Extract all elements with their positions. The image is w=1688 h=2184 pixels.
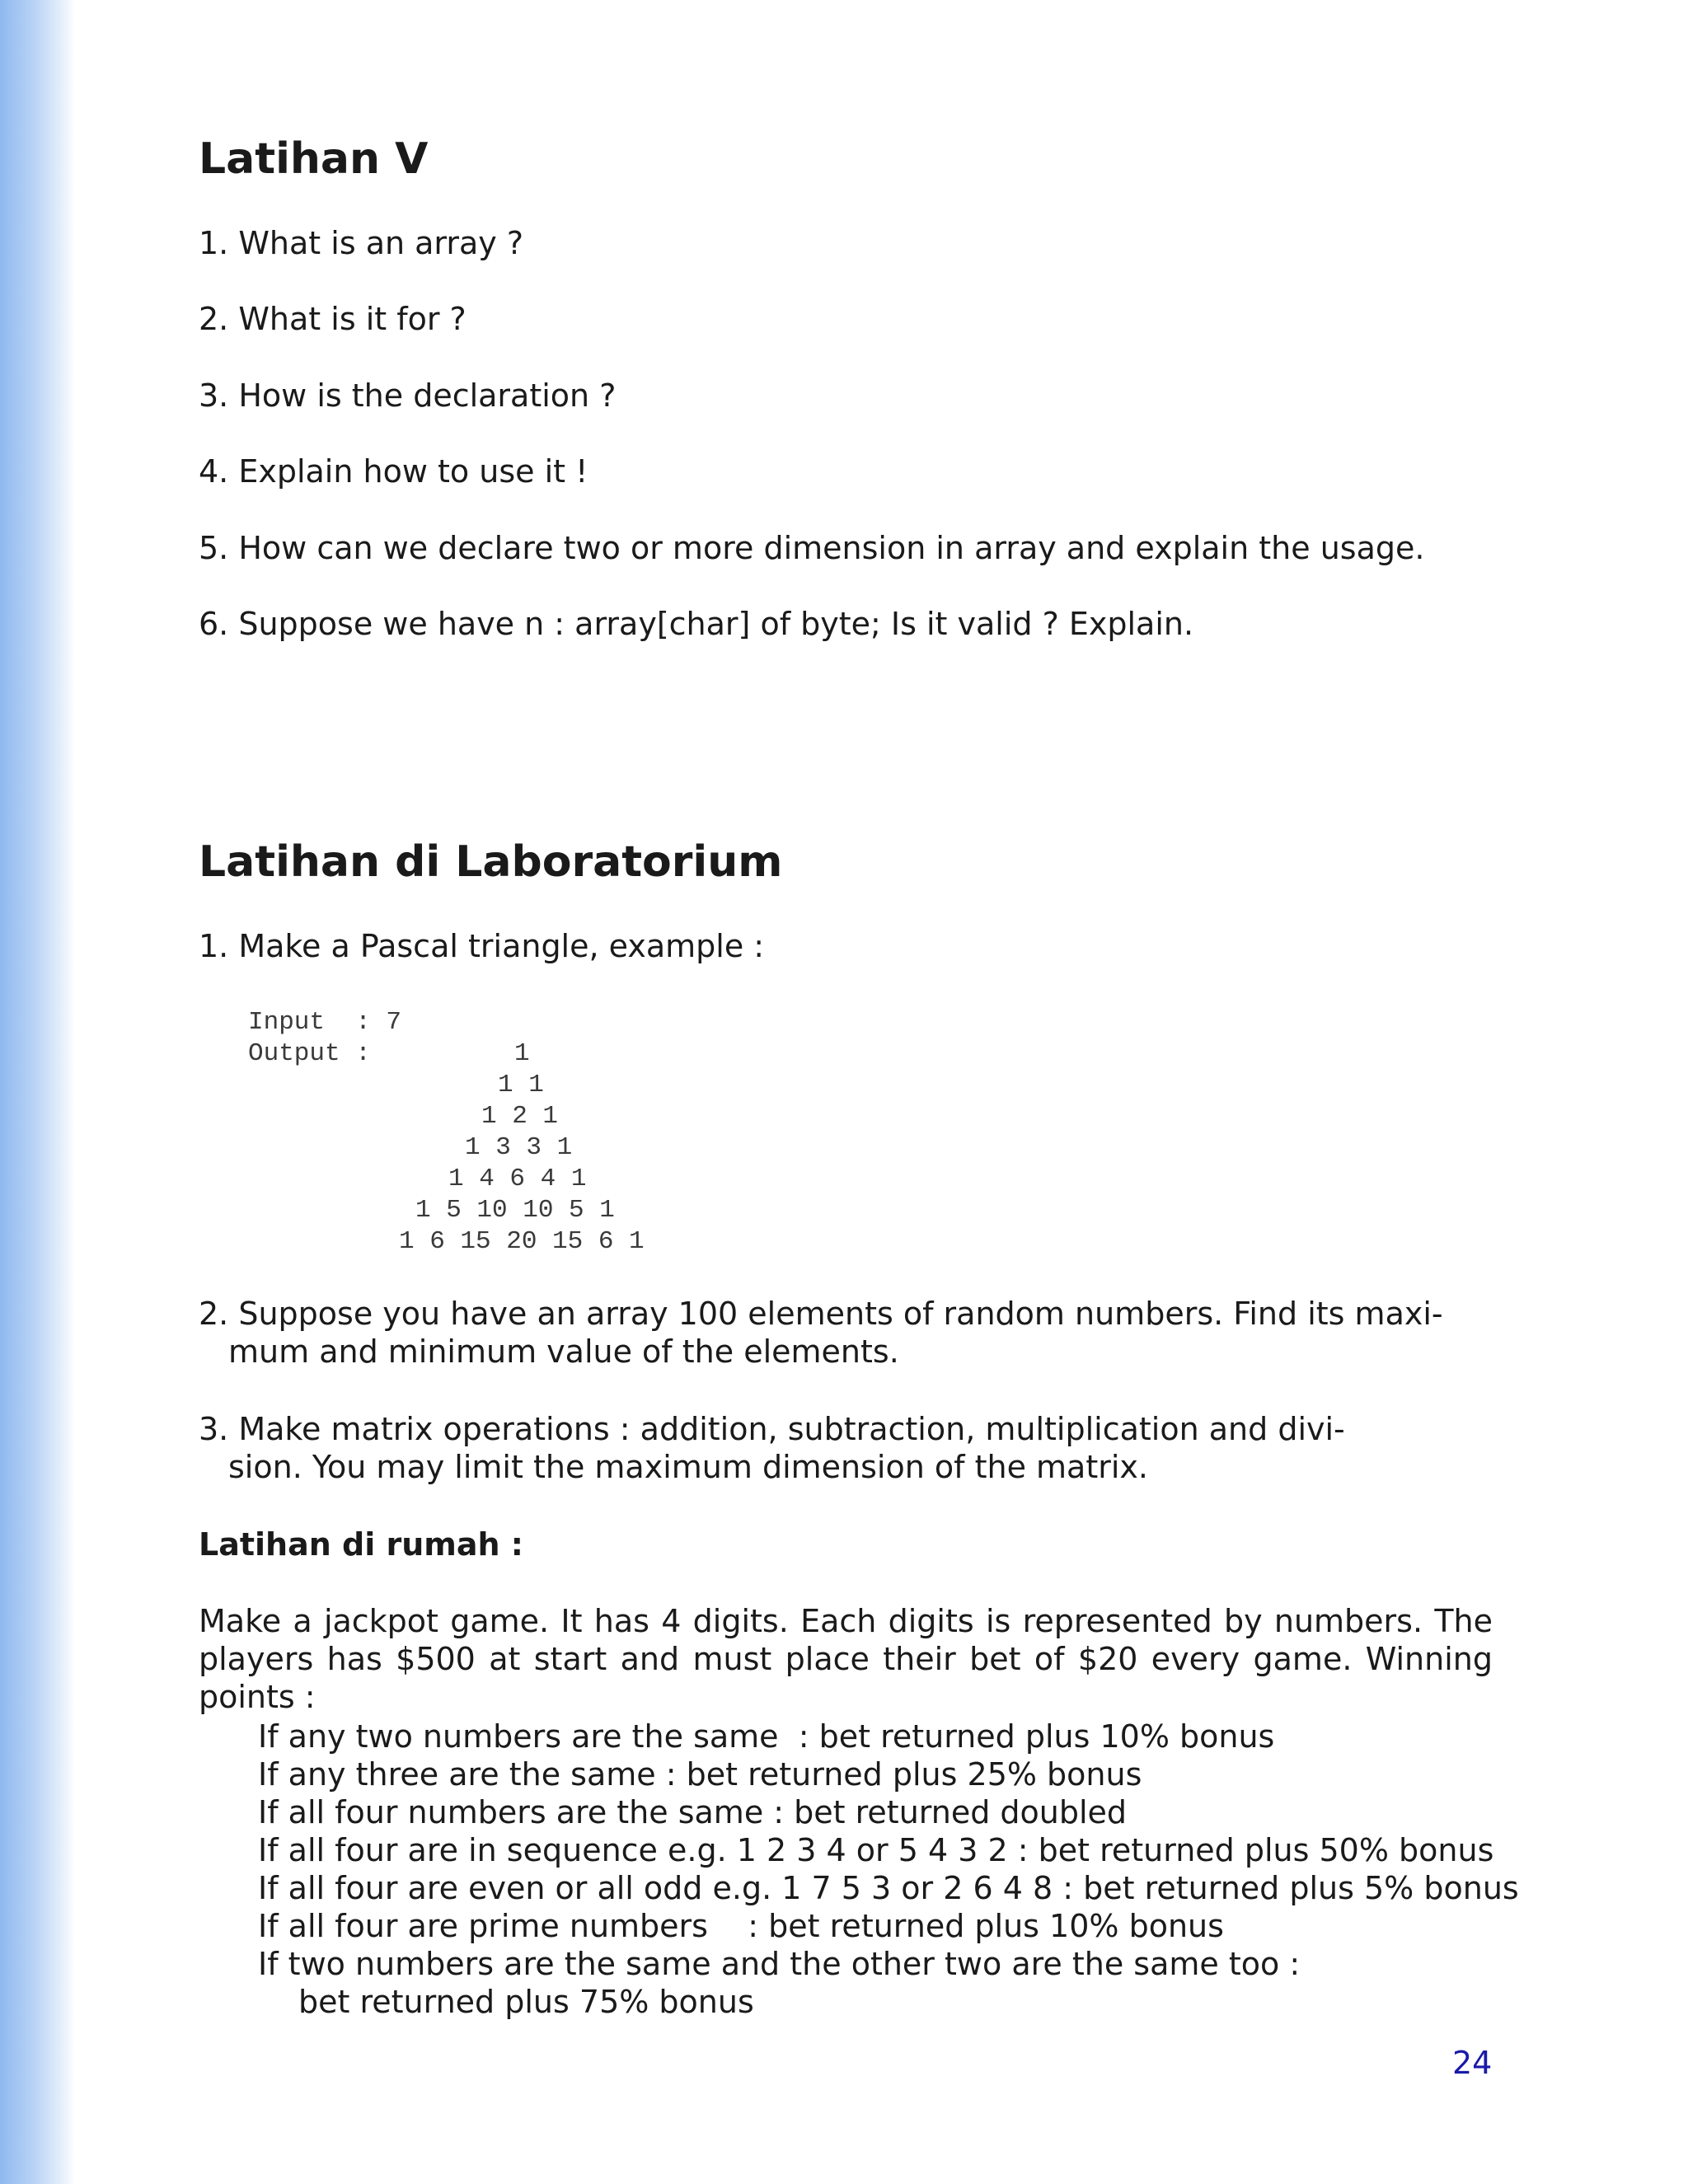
example-input-line: Input : 7 <box>248 1008 402 1037</box>
lab-item-2-line-1: 2. Suppose you have an array 100 elements of random numbers. Find its maxi- <box>199 1296 1443 1332</box>
rule-item: If two numbers are the same and the other two are the same too : <box>258 1946 1301 1982</box>
lab-item-3-line-1: 3. Make matrix operations : addition, subtraction, multiplication and divi- <box>199 1411 1345 1447</box>
lab-item-2-line-2: mum and minimum value of the elements. <box>228 1333 899 1370</box>
jackpot-intro: Make a jackpot game. It has 4 digits. Each digits is represented by numbers. The players has $500 at start and must place their bet of $20 every game. Winning points : <box>199 1603 1493 1715</box>
question-5: 5. How can we declare two or more dimension in array and explain the usage. <box>199 530 1425 566</box>
question-6: 6. Suppose we have n : array[char] of byte; Is it valid ? Explain. <box>199 606 1194 642</box>
lab-item-3-line-2: sion. You may limit the maximum dimension of the matrix. <box>228 1449 1148 1485</box>
section-title-latihan-v: Latihan V <box>199 134 429 184</box>
question-1: 1. What is an array ? <box>199 225 524 261</box>
rule-item: If all four are in sequence e.g. 1 2 3 4 or 5 4 3 2 : bet returned plus 50% bonus <box>258 1832 1494 1868</box>
question-4: 4. Explain how to use it ! <box>199 453 588 490</box>
question-2: 2. What is it for ? <box>199 301 467 337</box>
section-title-laboratorium: Latihan di Laboratorium <box>199 837 783 887</box>
rule-item: If all four are prime numbers : bet returned plus 10% bonus <box>258 1908 1224 1944</box>
pascal-row: 1 2 1 <box>481 1102 559 1131</box>
lab-item-1: 1. Make a Pascal triangle, example : <box>199 928 765 964</box>
rule-continuation: bet returned plus 75% bonus <box>298 1984 754 2020</box>
rule-item: If all four are even or all odd e.g. 1 7 5 3 or 2 6 4 8 : bet returned plus 5% bonus <box>258 1870 1519 1906</box>
pascal-row: 1 3 3 1 <box>465 1133 573 1162</box>
section-title-rumah: Latihan di rumah : <box>199 1526 523 1563</box>
decorative-side-bar <box>0 0 76 2184</box>
page-number: 24 <box>1452 2045 1493 2081</box>
question-3: 3. How is the declaration ? <box>199 377 617 414</box>
pascal-row: 1 6 15 20 15 6 1 <box>399 1227 645 1256</box>
pascal-row: 1 5 10 10 5 1 <box>415 1196 615 1225</box>
rule-item: If any three are the same : bet returned plus 25% bonus <box>258 1756 1142 1793</box>
rule-item: If any two numbers are the same : bet returned plus 10% bonus <box>258 1718 1275 1755</box>
pascal-row: 1 4 6 4 1 <box>448 1165 587 1193</box>
pascal-row: 1 <box>514 1039 530 1068</box>
example-output-label: Output : <box>248 1039 371 1068</box>
pascal-row: 1 1 <box>498 1071 544 1099</box>
rule-item: If all four numbers are the same : bet returned doubled <box>258 1794 1128 1830</box>
